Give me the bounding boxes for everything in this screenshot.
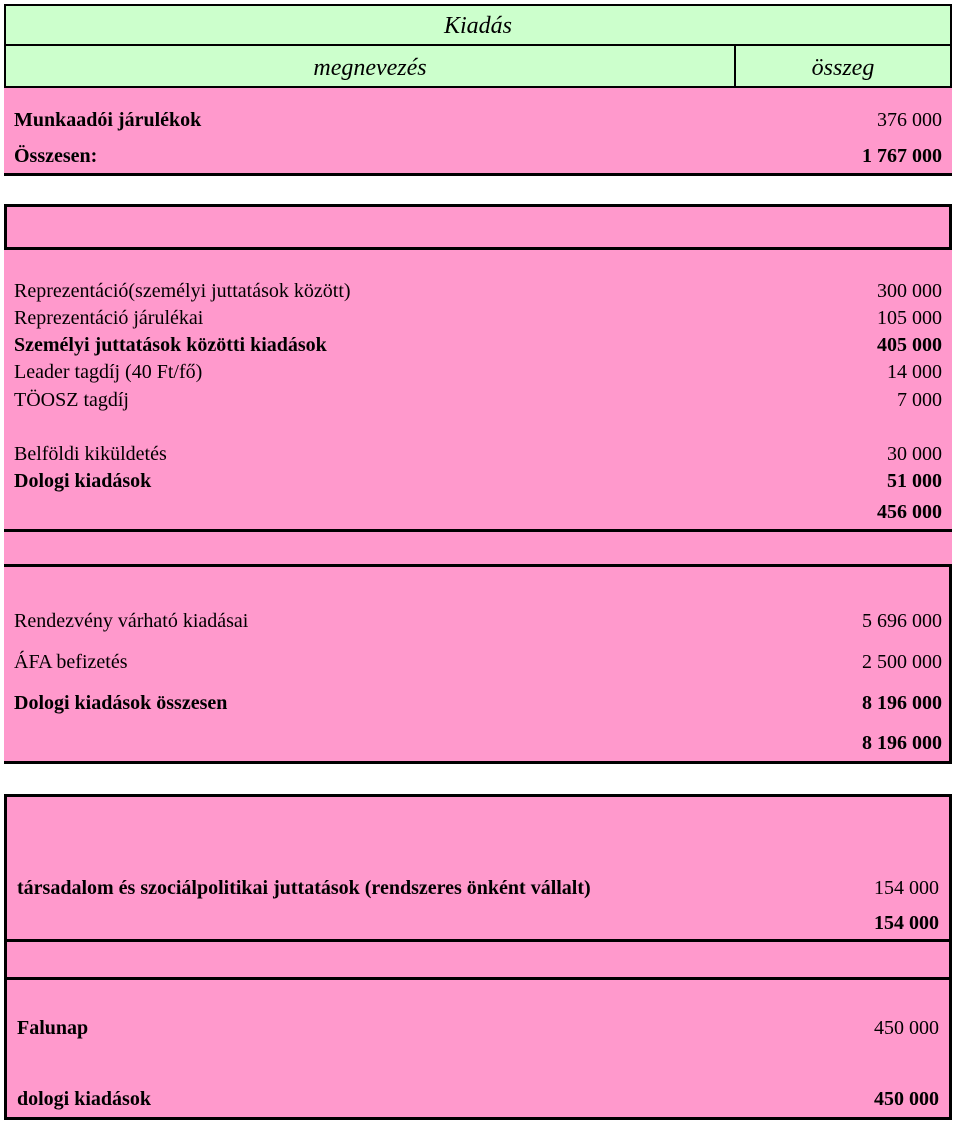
table-row: [14, 442, 942, 466]
row-label: dologi kiadások: [17, 1088, 151, 1110]
section-total-row: [14, 731, 942, 755]
section-total: 8 196 000: [862, 732, 942, 754]
section-2: [4, 250, 952, 532]
section-4: [4, 794, 952, 942]
row-amount: 300 000: [877, 280, 942, 302]
row-label: Reprezentáció(személyi juttatások között): [14, 280, 351, 302]
spacer-band: [4, 204, 952, 250]
section-total: 154 000: [874, 912, 939, 934]
row-amount: 14 000: [887, 361, 942, 383]
header-title: Kiadás: [443, 13, 512, 39]
header-title-cell: [4, 4, 952, 46]
section-total-row: [14, 500, 942, 524]
row-label: társadalom és szociálpolitikai juttatások (rendszeres önként vállalt): [17, 877, 591, 899]
row-amount: 405 000: [877, 334, 942, 356]
table-row: [14, 144, 942, 168]
table-row: [17, 1016, 939, 1040]
row-amount: 51 000: [887, 470, 942, 492]
row-amount: 450 000: [874, 1088, 939, 1110]
row-label: Személyi juttatások közötti kiadások: [14, 334, 327, 356]
table-row: [14, 306, 942, 330]
row-amount: 8 196 000: [862, 692, 942, 714]
section-total-row: [17, 911, 939, 935]
table-row: [17, 1087, 939, 1111]
row-label: Munkaadói járulékok: [14, 109, 202, 131]
row-label: Reprezentáció járulékai: [14, 307, 204, 329]
row-amount: 376 000: [877, 109, 942, 131]
header-col-amount: összeg: [811, 55, 875, 81]
section-5: [4, 980, 952, 1120]
header-col-name: megnevezés: [313, 55, 427, 81]
table-row: [14, 360, 942, 384]
table-row: [14, 691, 942, 715]
table-row: [14, 108, 942, 132]
table-row: [14, 650, 942, 674]
table-row: [17, 876, 939, 900]
row-label: Leader tagdíj (40 Ft/fő): [14, 361, 203, 383]
table-row: [14, 469, 942, 493]
table-row: [14, 279, 942, 303]
row-amount: 105 000: [877, 307, 942, 329]
section-3: [4, 532, 952, 764]
row-label: Dologi kiadások összesen: [14, 692, 228, 714]
row-label: Dologi kiadások: [14, 470, 152, 492]
spacer-band: [4, 942, 952, 980]
row-amount: 2 500 000: [862, 651, 942, 673]
row-amount: 154 000: [874, 877, 939, 899]
row-label: ÁFA befizetés: [14, 651, 128, 673]
table-row: [14, 388, 942, 412]
row-amount: 1 767 000: [862, 145, 942, 167]
section-1: [4, 88, 952, 176]
table-row: [14, 333, 942, 357]
header-amount-cell: [734, 44, 952, 88]
row-amount: 30 000: [887, 443, 942, 465]
section-total: 456 000: [877, 501, 942, 523]
row-amount: 7 000: [897, 389, 942, 411]
table-row: [14, 609, 942, 633]
row-amount: 450 000: [874, 1017, 939, 1039]
row-label: Belföldi kiküldetés: [14, 443, 167, 465]
row-label: TÖOSZ tagdíj: [14, 389, 129, 411]
header-name-cell: [4, 44, 736, 88]
row-label: Rendezvény várható kiadásai: [14, 610, 249, 632]
row-label: Összesen:: [14, 145, 98, 167]
row-amount: 5 696 000: [862, 610, 942, 632]
row-label: Falunap: [17, 1017, 89, 1039]
